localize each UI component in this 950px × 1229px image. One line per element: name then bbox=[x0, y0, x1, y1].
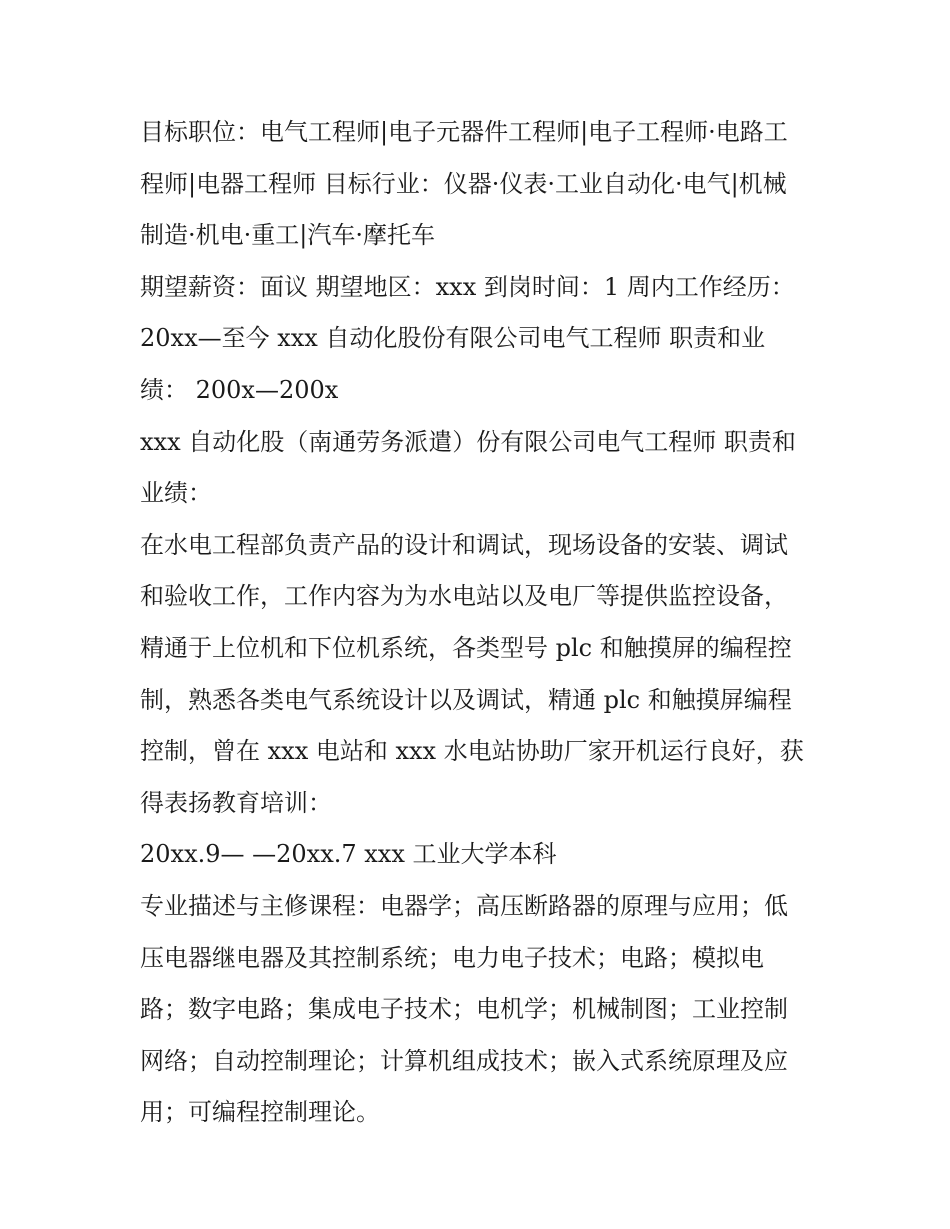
text-line: 制，熟悉各类电气系统设计以及调试，精通 plc 和触摸屏编程 bbox=[140, 685, 792, 714]
text-line: 在水电工程部负责产品的设计和调试，现场设备的安装、调试 bbox=[140, 530, 788, 559]
text-line: 路；数字电路；集成电子技术；电机学；机械制图；工业控制 bbox=[140, 995, 788, 1024]
text-line: xxx 自动化股（南通劳务派遣）份有限公司电气工程师 职责和 bbox=[140, 427, 796, 456]
text-line: 绩： 200x—200x bbox=[140, 375, 339, 404]
text-line: 专业描述与主修课程：电器学；高压断路器的原理与应用；低 bbox=[140, 891, 788, 920]
text-line: 压电器继电器及其控制系统；电力电子技术；电路；模拟电 bbox=[140, 943, 764, 972]
text-line: 网络；自动控制理论；计算机组成技术；嵌入式系统原理及应 bbox=[140, 1046, 788, 1075]
text-line: 20xx.9— —20xx.7 xxx 工业大学本科 bbox=[140, 840, 557, 869]
text-line: 制造·机电·重工|汽车·摩托车 bbox=[140, 221, 435, 250]
resume-body bbox=[140, 107, 820, 1139]
text-line: 期望薪资：面议 期望地区：xxx 到岗时间：1 周内工作经历： bbox=[140, 272, 795, 301]
text-line: 目标职位：电气工程师|电子元器件工程师|电子工程师·电路工 bbox=[140, 118, 788, 146]
text-line: 和验收工作，工作内容为为水电站以及电厂等提供监控设备， bbox=[140, 582, 788, 611]
text-line: 业绩： bbox=[140, 479, 212, 508]
text-line: 程师|电器工程师 目标行业：仪器·仪表·工业自动化·电气|机械 bbox=[140, 169, 787, 198]
text-line: 得表扬教育培训： bbox=[140, 788, 332, 817]
text-line: 用；可编程控制理论。 bbox=[140, 1098, 380, 1127]
text-line: 20xx—至今 xxx 自动化股份有限公司电气工程师 职责和业 bbox=[140, 324, 766, 353]
text-line: 控制，曾在 xxx 电站和 xxx 水电站协助厂家开机运行良好，获 bbox=[140, 737, 804, 766]
text-line: 精通于上位机和下位机系统，各类型号 plc 和触摸屏的编程控 bbox=[140, 633, 792, 662]
